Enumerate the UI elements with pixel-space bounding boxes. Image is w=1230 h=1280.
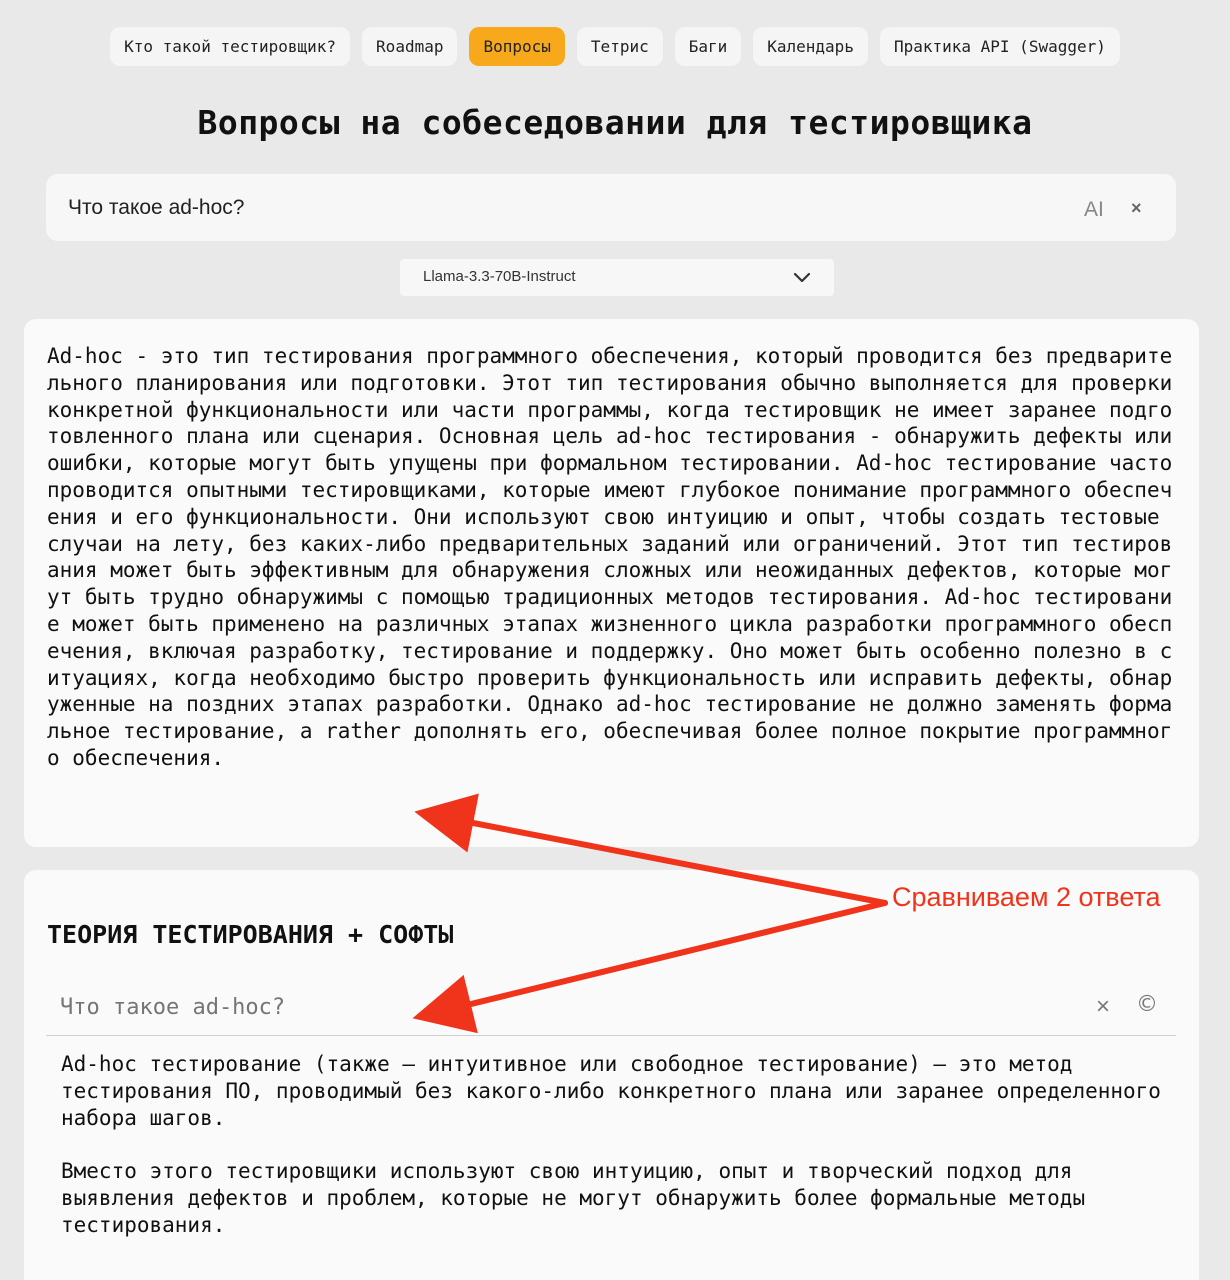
kb-answer-paragraph: Ad-hoc тестирование (также — интуитивное или свободное тестирование) — это метод тестирования ПО, проводимый без какого-либо конкретного плана или заранее определенного набора шагов. [61,1052,1161,1130]
arrow-to-kb-question [430,903,885,1014]
annotation-label: Сравниваем 2 ответа [892,882,1161,912]
tab-questions[interactable]: Вопросы [469,27,564,66]
tab-bugs[interactable]: Баги [675,27,742,66]
arrow-to-ai-answer [432,815,885,903]
tab-roadmap[interactable]: Roadmap [362,27,457,66]
tab-who-is-tester[interactable]: Кто такой тестировщик? [110,27,350,66]
kb-answer-paragraph: Вместо этого тестировщики используют свою интуицию, опыт и творческий подход для выявления дефектов и проблем, которые не могут обнаружить более формальные методы тестирования. [61,1159,1086,1237]
section-heading: ТЕОРИЯ ТЕСТИРОВАНИЯ + СОФТЫ [47,920,454,949]
tab-tetris[interactable]: Тетрис [577,27,663,66]
close-icon[interactable]: × [1096,993,1111,1020]
tab-calendar[interactable]: Календарь [753,27,868,66]
ai-button[interactable]: AI [1084,198,1104,221]
page-title: Вопросы на собеседовании для тестировщика [197,103,1033,142]
ai-answer-text: Ad-hoc - это тип тестирования программного обеспечения, который проводится без предварительного планирования или подготовки. Этот тип тестирования обычно выполняется для проверки конкретной функциональности или части программы, когда тестировщик не имеет заранее подготовленного плана или сценария. Основная цель ad-hoc тестирования - обнаружить дефекты или ошибки, которые могут быть упущены при формальном тестировании. Ad-hoc тестирование часто проводится опытными тестировщиками, которые имеют глубокое понимание программного обеспечения и его функциональности. Они используют свою интуицию и опыт, чтобы создать тестовые случаи на лету, без каких-либо предварительных заданий или ограничений. Этот тип тестирования может быть эффективным для обнаружения сложных или неожиданных дефектов, которые могут быть трудно обнаружимы с помощью традиционных методов тестирования. Ad-hoc тестирование может быть применено на различных этапах жизненного цикла разработки программного обеспечения, включая разработку, тестирование и поддержку. Оно может быть особенно полезно в ситуациях, когда необходимо быстро проверить функциональность или исправить дефекты, обнаруженные на поздних этапах разработки. Однако ad-hoc тестирование не должно заменять формальное тестирование, а rather дополнять его, обеспечивая более полное покрытие программного обеспечения. [47,344,1185,770]
copy-icon[interactable]: © [1136,992,1158,1017]
clear-search-button[interactable]: × [1131,198,1142,218]
model-selected-value: Llama-3.3-70B-Instruct [423,268,576,285]
tab-api-practice[interactable]: Практика API (Swagger) [880,27,1120,66]
